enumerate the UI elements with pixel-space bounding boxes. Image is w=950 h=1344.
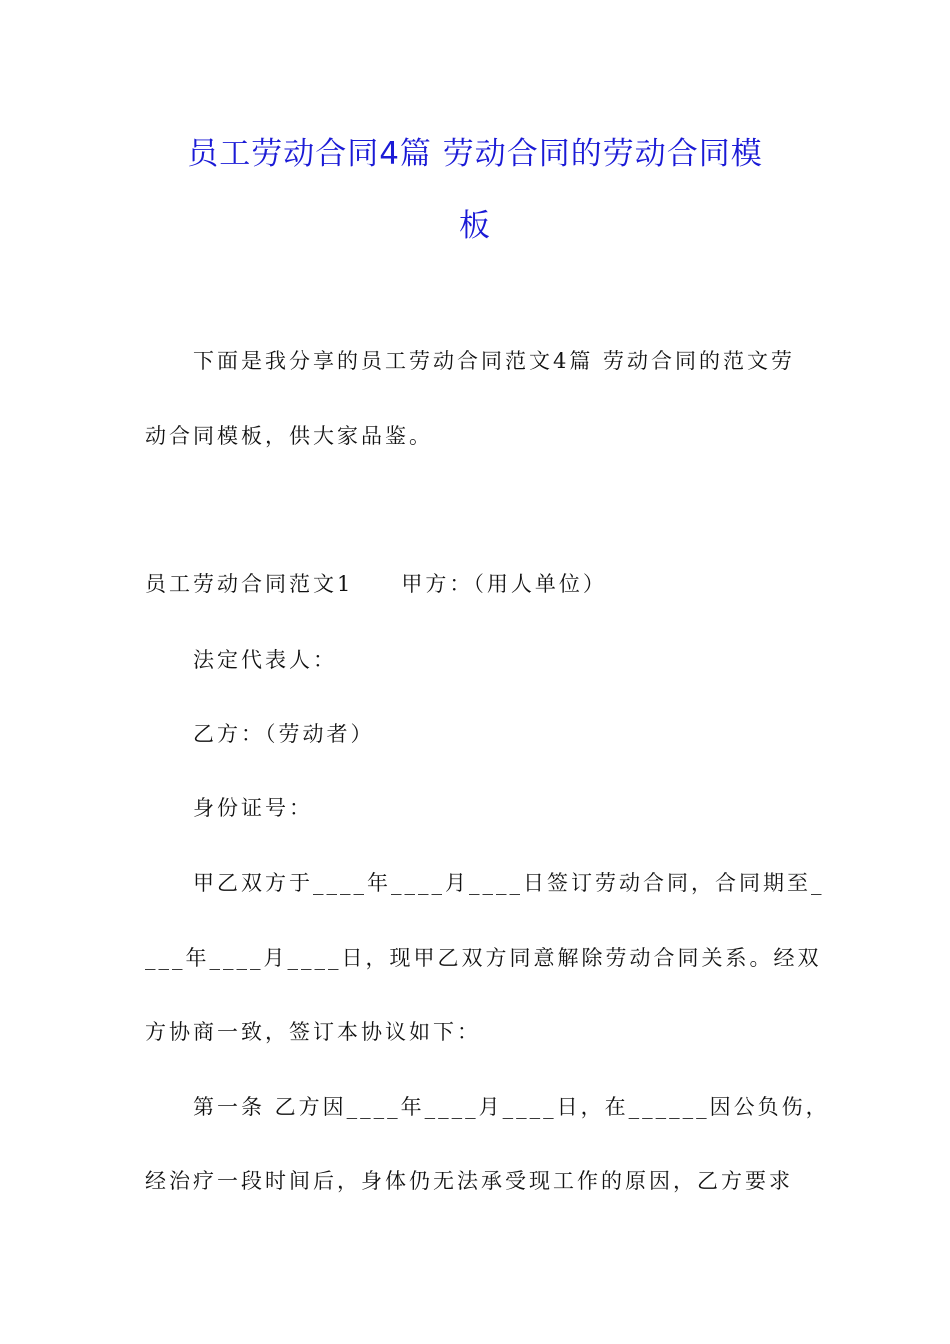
party-b-label: 乙方：（劳动者） bbox=[193, 722, 375, 746]
intro-paragraph-line-1: 下面是我分享的员工劳动合同范文4篇 劳动合同的范文劳 bbox=[193, 349, 796, 373]
document-title-line-1: 员工劳动合同4篇 劳动合同的劳动合同模 bbox=[187, 136, 763, 172]
paragraph-1-line-1: 甲乙双方于____年____月____日签订劳动合同，合同期至_ bbox=[193, 871, 825, 895]
document-title-line-2: 板 bbox=[459, 208, 491, 244]
article-1-line-1: 第一条 乙方因____年____月____日，在______因公负伤， bbox=[193, 1095, 830, 1119]
id-number-label: 身份证号： bbox=[193, 796, 313, 820]
paragraph-1-line-2: ___年____月____日，现甲乙双方同意解除劳动合同关系。经双 bbox=[145, 946, 822, 970]
section-heading: 员工劳动合同范文1 甲方：（用人单位） bbox=[145, 572, 607, 596]
intro-paragraph-line-2: 动合同模板，供大家品鉴。 bbox=[145, 424, 433, 448]
legal-representative-label: 法定代表人： bbox=[193, 648, 337, 672]
paragraph-1-line-3: 方协商一致，签订本协议如下： bbox=[145, 1020, 481, 1044]
article-1-line-2: 经治疗一段时间后，身体仍无法承受现工作的原因，乙方要求 bbox=[145, 1169, 793, 1193]
